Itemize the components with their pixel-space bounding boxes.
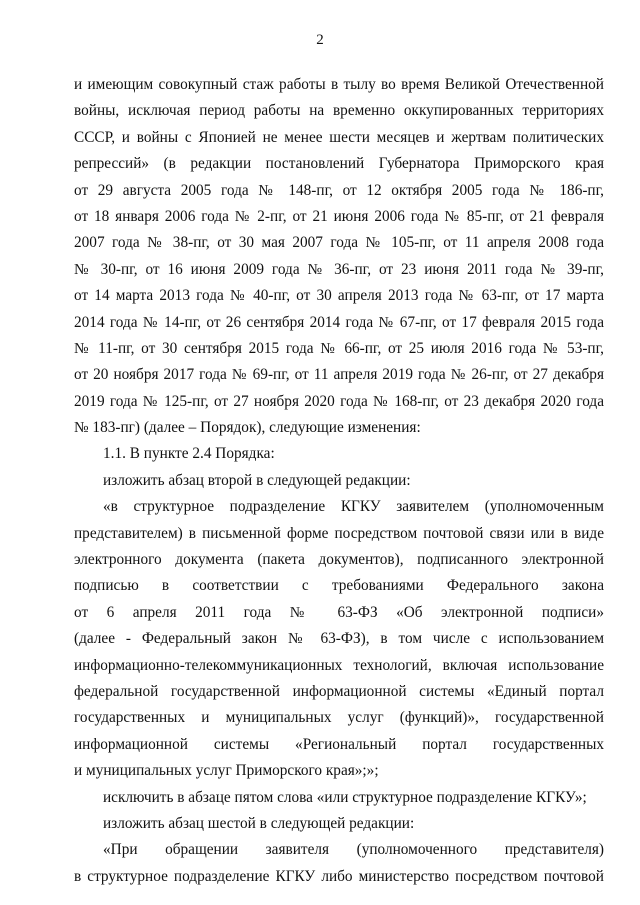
text-line: от 29 августа 2005 года № 148-пг, от 12 октября 2005 года № 186-пг, bbox=[74, 181, 604, 199]
text-line: электронного документа (пакета документов), подписанного электронной bbox=[74, 551, 604, 569]
text-line: 2019 года № 125-пг, от 27 ноября 2020 года № 168-пг, от 23 декабря 2020 года bbox=[74, 392, 604, 410]
text-line: от 18 января 2006 года № 2-пг, от 21 июня 2006 года № 85-пг, от 21 февраля bbox=[74, 207, 604, 225]
text-line: изложить абзац второй в следующей редакции: bbox=[103, 471, 411, 489]
text-line: исключить в абзаце пятом слова «или структурное подразделение КГКУ»; bbox=[103, 788, 587, 806]
text-line: СССР, и войны с Японией не менее шести месяцев и жертвам политических bbox=[74, 128, 604, 146]
text-line: от 14 марта 2013 года № 40-пг, от 30 апреля 2013 года № 63-пг, от 17 марта bbox=[74, 287, 604, 305]
text-line: от 20 ноября 2017 года № 69-пг, от 11 апреля 2019 года № 26-пг, от 27 декабря bbox=[74, 366, 604, 384]
text-line: подписью в соответствии с требованиями Федерального закона bbox=[74, 577, 604, 595]
text-line: № 183-пг) (далее – Порядок), следующие изменения: bbox=[74, 419, 421, 437]
text-line: 2014 года № 14-пг, от 26 сентября 2014 года № 67-пг, от 17 февраля 2015 года bbox=[74, 313, 604, 331]
text-line: (далее - Федеральный закон № 63-ФЗ), в том числе с использованием bbox=[74, 630, 604, 648]
text-line: № 30-пг, от 16 июня 2009 года № 36-пг, от 23 июня 2011 года № 39-пг, bbox=[74, 260, 604, 278]
text-line: информационно-телекоммуникационных технологий, включая использование bbox=[74, 656, 604, 674]
text-line: изложить абзац шестой в следующей редакции: bbox=[103, 814, 415, 832]
text-line: № 11-пг, от 30 сентября 2015 года № 66-пг, от 25 июля 2016 года № 53-пг, bbox=[74, 339, 604, 357]
text-line: представителем) в письменной форме посредством почтовой связи или в виде bbox=[74, 524, 604, 542]
text-line: 2007 года № 38-пг, от 30 мая 2007 года № 105-пг, от 11 апреля 2008 года bbox=[74, 234, 604, 252]
text-line: информационной системы «Региональный портал государственных bbox=[74, 735, 604, 753]
text-line: репрессий» (в редакции постановлений Губернатора Приморского края bbox=[74, 155, 604, 173]
text-line: «При обращении заявителя (уполномоченного представителя) bbox=[103, 841, 604, 859]
text-line: государственных и муниципальных услуг (функций)», государственной bbox=[74, 709, 604, 727]
text-line: федеральной государственной информационной системы «Единый портал bbox=[74, 682, 604, 700]
text-line: от 6 апреля 2011 года № 63-ФЗ «Об электронной подписи» bbox=[74, 603, 604, 621]
document-body bbox=[74, 72, 604, 890]
text-line: и муниципальных услуг Приморского края»;»; bbox=[74, 762, 379, 780]
text-line: в структурное подразделение КГКУ либо министерство посредством почтовой bbox=[74, 867, 604, 885]
text-line: и имеющим совокупный стаж работы в тылу во время Великой Отечественной bbox=[74, 76, 604, 93]
text-line: 1.1. В пункте 2.4 Порядка: bbox=[103, 445, 275, 463]
page-number: 2 bbox=[316, 32, 324, 48]
text-line: «в структурное подразделение КГКУ заявителем (уполномоченным bbox=[103, 498, 604, 516]
text-line: войны, исключая период работы на временно оккупированных территориях bbox=[74, 102, 604, 120]
